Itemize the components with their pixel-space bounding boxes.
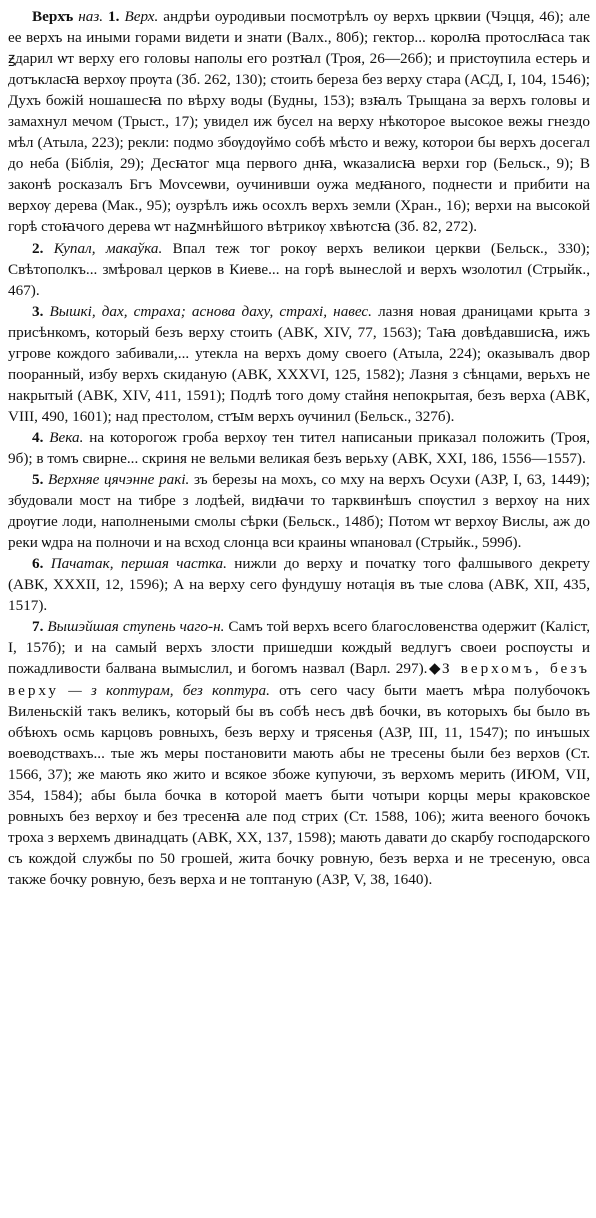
sense-7	[8, 616, 590, 890]
sense-1	[8, 6, 590, 238]
sense-6	[8, 553, 590, 616]
sense-5	[8, 469, 590, 553]
phrase-marker-icon: ◆	[427, 660, 442, 678]
entry-lemma: Верхъ	[32, 8, 74, 25]
sense-number: 7.	[32, 618, 44, 636]
phrase-gloss: — з коптурам, без коптура.	[59, 681, 270, 699]
sense-number: 3.	[32, 302, 44, 320]
sense-number: 5.	[32, 471, 44, 489]
sense-gloss: Пачатак, першая частка.	[50, 555, 227, 573]
sense-number: 2.	[32, 239, 44, 257]
sense-gloss: Верхняе цячэнне ракі.	[48, 471, 190, 489]
sense-gloss: Вышэйшая ступень чаго-н.	[47, 618, 225, 636]
phrase-headword: З верхомъ, безъ верху	[8, 660, 590, 699]
sense-number: 1.	[108, 8, 120, 25]
sense-gloss: Верх.	[124, 8, 159, 25]
sense-4	[8, 427, 590, 469]
sense-number: 6.	[32, 555, 44, 573]
sense-text: нижли до верху и початку того фалшывого декрету (АВК, XXXII, 12, 1596); А на верху сего фундушу нотація въ тые слова (АВК, XII, 435, 1517).	[8, 555, 590, 615]
sense-text: лазня новая драницами крыта з присѣнкомъ, который безъ верху стоить (АВК, XIV, 77, 1563); Таꙗ довѣдавшисꙗ, ижъ угрове кождого забивали,... утекла на верхъ дому своего (Атыла, 224); оказывалъ двор пооранный, избу верхъ скиданую (АВК, XXXVI, 125, 1582); Лазня з сѣнцами, верьхъ не накрытый (АВК, XIV, 411, 1591); Подлѣ того дому стайня непокрытая, безъ верха (АВК, VIII, 490, 1601); над престолом, стꙑм верхъ ѹчинил (Бельск., 327б).	[8, 302, 590, 425]
phrase-text: отъ сего часу быти маетъ мѣра полубочокъ Виленьскій такъ великъ, который бы въ собѣ несъ двѣ бочки, въ которыхъ бы было въ обѣюхъ осмь карцовъ ровныхъ, безъ верху и трясенья (АЗР, III, 11, 1547); по инъшых воеводствахъ... тые жъ меры постановити мають абы не тресены были без верхов (Ст. 1566, 37); же мають яко жито и всякое збоже купуючи, зъ верхомъ мерить (ИЮМ, VII, 354, 1584); абы была бочка в которой маетъ быти чотыри корцы меры краковское ровныхъ без верхѹ и без тресенꙗ але под стрих (Ст. 1588, 106); жита веeного бочокъ троха з верхемъ двинадцать (АВК, XX, 137, 1598); мають давати до скарбу господарского съ кождой службы по 50 грошей, жита бочку ровную, безъ верха и не тресеную, овса также бочку ровную, безъ верха и не топтаную (АЗР, V, 38, 1640).	[8, 681, 590, 888]
part-of-speech: наз.	[78, 8, 104, 25]
sense-text: Впал теж тог рокѹ верхъ великои церкви (Бельск., 330); Свѣтополкъ... змѣровал церков в Киеве... на горѣ вынеслой и верхъ ѡзолотил (Стрыйк., 467).	[8, 239, 590, 299]
sense-gloss: Купал, макаўка.	[53, 239, 163, 257]
sense-text: зъ березы на мохъ, со мху на верхъ Осухи (АЗР, I, 63, 1449); збудовали мост на тибре з лодѣей, видꙗчи то тарквинѣшъ спѹстил з верхѹ на них дрѹгие лоди, наполнеными смолы сѣрки (Бельск., 148б); Потом ѡт верхѹ Вислы, аж до реки ѡдра на полночи и на всход слонца вси краины ѡпановал (Стрыйк., 599б).	[8, 471, 590, 552]
sense-3	[8, 301, 590, 427]
sense-gloss: Вышкі, дах, страха; аснова даху, страхі, навес.	[49, 302, 372, 320]
sense-text: Самъ той верхъ всего благословенства одержит (Каліст, I, 157б); и на самый верхъ злости пришедши кождый ведлугъ своеи роспѹсты и пожадливости балвана вымыслил, и богомъ назвал (Варл. 297).	[8, 618, 590, 678]
sense-text: на которогож гроба верхѹ тен тител написаныи приказал положить (Троя, 9б); в томъ свирне... скриня не вельми великая безъ верьху (АВК, XXI, 186, 1556—1557).	[8, 428, 590, 467]
sense-number: 4.	[32, 428, 44, 446]
sense-text: андрѣи оуродивыи посмотрѣлъ оу верхъ црквии (Чэцця, 46); але ее верхъ на иными горами видети и знати (Валх., 80б); гектор... королꙗ протослꙗса так ꙃдарил ѡт верху его головы наполы его розтꙗл (Троя, 26—26б); и пристѹпила естерь и дотъкласꙗ верхѹ прѹта (Зб. 262, 130); стоить береза без верху старa (АСД, I, 104, 1546); Духъ божій ношашесꙗ по вѣрху воды (Будны, 153); взꙗлъ Трыщана за верхъ головы и замахнул мечом (Трыст., 17); увидел иж бусел на верху нѣкоторое высокое вежы гнездо мѣл (Атыла, 223); рекли: подмо збѹдѹймо собѣ мѣсто и вежу, которои бы верхъ досегал до неба (Біблія, 29); Десꙗтог мца первого днꙗ, ѡказалисꙗ верхи гор (Бельск., 9); В законѣ росказалъ Бгъ Моvсеѡви, оучинивши оужа медꙗного, поднести и прибити на верхѹ дерева (Мак., 95); оузрѣлъ ижь осохлъ верхъ земли (Хран., 16); верхи на высокой горѣ стоꙗчого дерева ѡт наꙁмнѣйшого вѣтрикѹ хвѣютсꙗ (Зб. 82, 272).	[8, 8, 590, 236]
sense-gloss: Века.	[49, 428, 84, 446]
sense-2	[8, 238, 590, 301]
dictionary-page	[8, 6, 590, 1212]
